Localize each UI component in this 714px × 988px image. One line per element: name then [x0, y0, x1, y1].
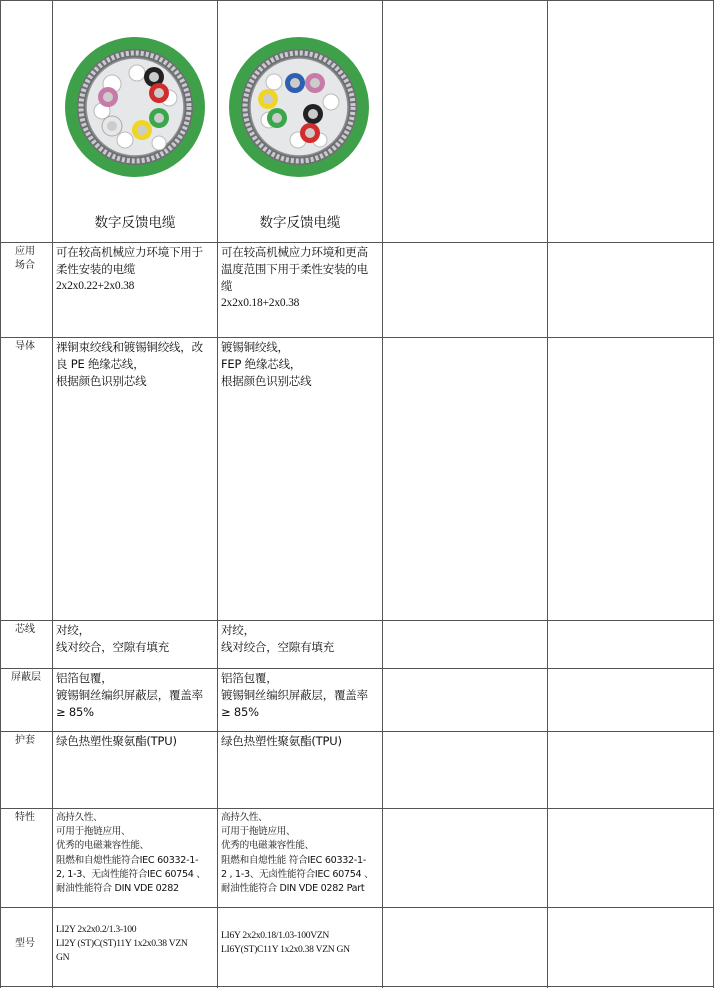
product-caption: 数字反馈电缆 [259, 215, 341, 231]
row-label-core: 芯线 [15, 624, 35, 635]
model-cell: LI6Y 2x2x0.18/1.03-100VZN LI6Y(ST)C11Y 1x2x0.38 VZN GN [221, 930, 350, 956]
application-cell: 可在较高机械应力环境和更高 温度范围下用于柔性安装的电 缆 2x2x0.18+2x0.38 [221, 245, 368, 309]
cable-cross-section-icon [64, 36, 206, 178]
jacket-cell: 绿色热塑性聚氨酯(TPU) [221, 734, 342, 748]
row-label-features: 特性 [15, 812, 35, 823]
core-cell: 对绞， 线对绞合，空隙有填充 [221, 623, 334, 654]
row-label-conductor: 导体 [15, 341, 35, 352]
features-cell: 高持久性、 可用于拖链应用、 优秀的电磁兼容性能、 阻燃和自熄性能符合IEC 60332-1- 2, 1-3、无卤性能符合IEC 60754 、 耐油性能符合 DIN VDE 0282 [56, 812, 206, 895]
model-cell: LI2Y 2x2x0.2/1.3-100 LI2Y (ST)C(ST)11Y 1x2x0.38 VZN GN [56, 924, 188, 964]
row-label-application: 应用 场合 [15, 246, 35, 271]
row-label-jacket: 护套 [15, 735, 35, 746]
shield-cell: 铝箔包覆， 镀锡铜丝编织屏蔽层，覆盖率 ≥ 85% [56, 671, 203, 719]
core-cell: 对绞， 线对绞合，空隙有填充 [56, 623, 169, 654]
cable-cross-section-icon [228, 36, 370, 178]
application-cell: 可在较高机械应力环境下用于 柔性安装的电缆 2x2x0.22+2x0.38 [56, 245, 203, 292]
shield-cell: 铝箔包覆， 镀锡铜丝编织屏蔽层，覆盖率 ≥ 85% [221, 671, 368, 719]
jacket-cell: 绿色热塑性聚氨酯(TPU) [56, 734, 177, 748]
features-cell: 高持久性、 可用于拖链应用、 优秀的电磁兼容性能、 阻燃和自熄性能 符合IEC 60332-1- 2 , 1-3、无卤性能符合IEC 60754 、 耐油性能符合 DIN VDE 0282 Part [221, 812, 374, 895]
conductor-cell: 裸铜束绞线和镀锡铜绞线，改 良 PE 绝缘芯线， 根据颜色识别芯线 [56, 340, 203, 388]
product-caption: 数字反馈电缆 [94, 215, 176, 231]
row-label-model: 型号 [15, 938, 35, 949]
conductor-cell: 镀锡铜绞线， FEP 绝缘芯线， 根据颜色识别芯线 [221, 340, 312, 388]
row-label-shield: 屏蔽层 [11, 672, 41, 683]
